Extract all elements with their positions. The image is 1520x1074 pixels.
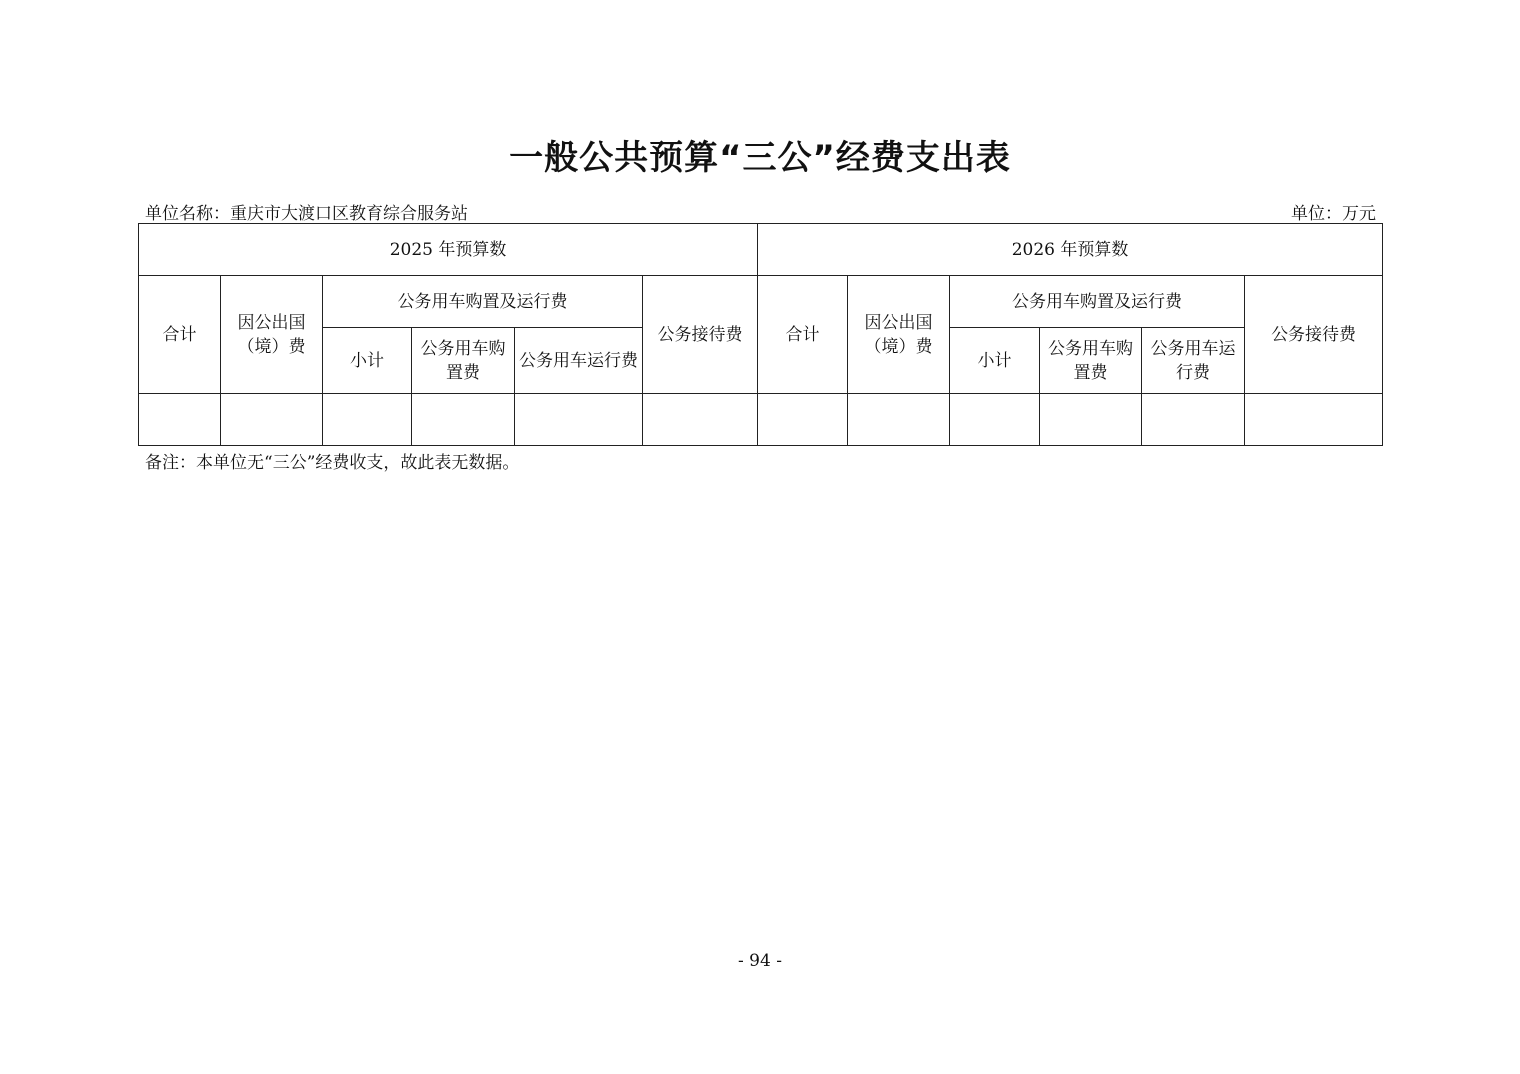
expense-table <box>138 223 1383 446</box>
year-2026-header: 2026 年预算数 <box>758 224 1383 276</box>
total-header-2025: 合计 <box>139 276 221 394</box>
table-cell <box>139 394 221 446</box>
reception-header-2026: 公务接待费 <box>1245 276 1383 394</box>
subtotal-header-2025: 小计 <box>323 328 412 394</box>
table-cell <box>1040 394 1142 446</box>
unit-name: 单位名称：重庆市大渡口区教育综合服务站 <box>145 204 468 224</box>
table-cell <box>412 394 515 446</box>
vehicle-group-header-2026: 公务用车购置及运行费 <box>950 276 1245 328</box>
vehicle-operation-header-2026: 公务用车运行费 <box>1142 328 1245 394</box>
table-cell <box>848 394 950 446</box>
reception-header-2025: 公务接待费 <box>643 276 758 394</box>
table-cell <box>323 394 412 446</box>
abroad-header-2026: 因公出国（境）费 <box>848 276 950 394</box>
table-cell <box>950 394 1040 446</box>
page-title: 一般公共预算“三公”经费支出表 <box>509 138 1011 178</box>
table-row <box>139 394 1383 446</box>
table-cell <box>1245 394 1383 446</box>
table-cell <box>515 394 643 446</box>
footnote: 备注：本单位无“三公”经费收支，故此表无数据。 <box>145 453 520 473</box>
table-cell <box>1142 394 1245 446</box>
vehicle-operation-header-2025: 公务用车运行费 <box>515 328 643 394</box>
vehicle-group-header-2025: 公务用车购置及运行费 <box>323 276 643 328</box>
unit-label: 单位：万元 <box>1291 204 1376 224</box>
year-2025-header: 2025 年预算数 <box>139 224 758 276</box>
total-header-2026: 合计 <box>758 276 848 394</box>
page-number: - 94 - <box>738 951 782 971</box>
table-cell <box>758 394 848 446</box>
subtotal-header-2026: 小计 <box>950 328 1040 394</box>
table-cell <box>221 394 323 446</box>
table-cell <box>643 394 758 446</box>
vehicle-purchase-header-2025: 公务用车购置费 <box>412 328 515 394</box>
abroad-header-2025: 因公出国（境）费 <box>221 276 323 394</box>
vehicle-purchase-header-2026: 公务用车购置费 <box>1040 328 1142 394</box>
